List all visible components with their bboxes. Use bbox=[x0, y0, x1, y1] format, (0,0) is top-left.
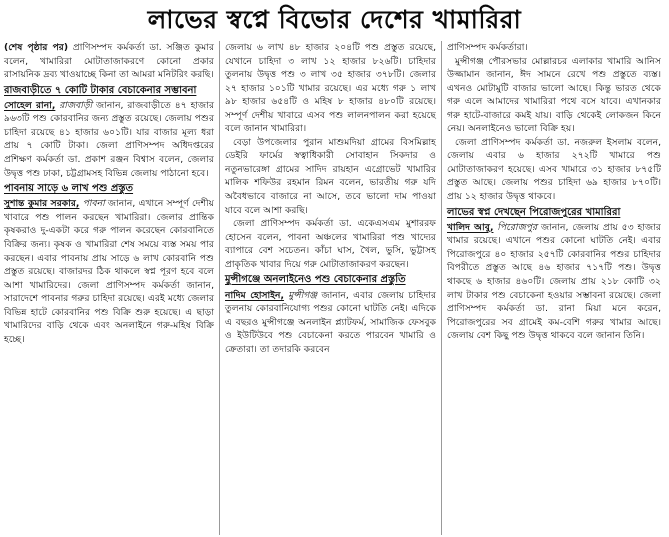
column-divider bbox=[441, 41, 442, 535]
article-column-1 bbox=[4, 41, 214, 346]
munshiganj-farmer-paragraph: মুন্সীগঞ্জ পৌরসভার মোল্লারচর এলাকার খামারি আনিস উজ্জামান জানান, ঈদ সামনে রেখে পশু প্রস্তুতে ব্যস্ত। এখনও মোটামুটি বাজার ভালো আছে। কিন্তু ভারত থেকে গরু এলে আমাদের খামারিরা পথে বসে যাবে। এখানকার গরু হাটে-বাজারে কমই যায়। বাড়ি থেকেই লোকজন কিনে নেয়। অনলাইনেও ভালো বিক্রি হয়। bbox=[447, 55, 661, 135]
pabna-farmers-paragraph: বেড়া উপজেলার পুরান মাশুমদিয়া গ্রামের বিসমিল্লাহ ডেইরি ফার্মের স্বত্বাধিকারী সোবাহান সিকদার ও নতুনভারেঙ্গা গ্রামের সাদিদ রায়হান এগ্রোভেট খামারির মালিক শফিউর রহমান রিমন বলেন, ভারতীয় গরু যদি অবৈধভাবে বাজারে না আসে, তবে ভালো দাম পাওয়া যাবে বলে আশা করছি। bbox=[225, 136, 436, 216]
reporter-name: সোহেল রানা, bbox=[4, 99, 56, 111]
subheading-munshiganj: মুন্সীগঞ্জে অনলাইনেও পশু বেচাকেনার প্রস্তুতি bbox=[225, 274, 406, 286]
article-column-3 bbox=[447, 41, 661, 343]
reporter-name: সুশান্ত কুমার সরকার, bbox=[4, 198, 80, 210]
munshiganj-text: জানান, এবার জেলায় চাহিদার তুলনায় কোরবানিযোগ্য পশুর কোনো ঘাটতি নেই। এদিকে এ বছরও মুন্সীগঞ্জে অনলাইন প্ল্যাটফর্ম, সামাজিক ফেসবুক ও ইউটিউবে পশু বেচাকেনা করতে পারবেন খামারি ও ক্রেতারা। তা তদারকি করবেন bbox=[225, 289, 437, 355]
reporter-name: খালিদ আবু, bbox=[447, 221, 494, 233]
reporter-location: রাজবাড়ী bbox=[55, 99, 93, 111]
pabna-text: জানান, এখানে সম্পূর্ণ দেশীয় খাবারে পশু পালন করছেন খামারিরা। জেলার প্রান্তিক কৃষকরাও দু-একটা করে গরু পালন করেছেন কোরবানিতে বিক্রির জন্য। কৃষক ও খামারিরা শেষ সময়ে ব্যস্ত সময় পার করছেন। এবার পাবনায় প্রায় সাড়ে ৬ লাখ কোরবানি পশু প্রস্তুত রয়েছে। বাজারদর ঠিক থাকলে স্বপ্ন পূরণ হবে বলে আশা খামারিদের। জেলা প্রাণিসম্পদ কর্মকর্তা জানান, সারাদেশে পাবনার গরুর চাহিদা রয়েছে। এরই মধ্যে জেলার বিভিন্ন হাটে কোরবানির পশু বিক্রি শুরু হয়েছে। এ ছাড়া খামারিদের বাড়ি থেকে এবং অনলাইনে গরু-মহিষ বিক্রি হচ্ছে। bbox=[4, 198, 214, 345]
continued-label: (শেষ পৃষ্ঠার পর) bbox=[4, 42, 69, 53]
column-divider bbox=[219, 41, 220, 535]
intro-paragraph bbox=[4, 41, 214, 82]
rajbari-paragraph bbox=[4, 99, 214, 180]
munshiganj-officer-paragraph: জেলা প্রাণিসম্পদ কর্মকর্তা ডা. নজরুল ইসলাম বলেন, জেলায় এবার ৬ হাজার ২৭২টি খামারে পশু মোটাতাজাকরণ হয়েছে। এসব খামারে ৩১ হাজার ৮৭৫টি প্রস্তুত আছে। জেলায় পশুর চাহিদা ৬৯ হাজার ৮৭০টি। প্রায় ১২ হাজার উদ্বৃত্ত থাকবে। bbox=[447, 136, 661, 203]
pirojpur-text: জানান, জেলায় প্রায় ৫৩ হাজার খামার রয়েছে। এখানে পশুর কোনো ঘাটতি নেই। এবার পিরোজপুরে ৪০ হাজার ২৫৭টি কোরবানির পশুর চাহিদার বিপরীতে প্রস্তুত আছে ৪৬ হাজার ৭১৭টি পশু। উদ্বৃত্ত থাকছে ৬ হাজার ৪৬০টি। জেলায় প্রায় ২১৮ কোটি ৩২ লাখ টাকার পশু বেচাকেনা হওয়ার সম্ভাবনা রয়েছে। জেলা প্রাণিসম্পদ কর্মকর্তা ডা. রানা মিয়া মনে করেন, পিরোজপুরের সব গ্রামেই কম-বেশি গরুর খামার আছে। জেলায় বেশ কিছু পশু উদ্বৃত্ত থাকবে বলে জানান তিনি। bbox=[447, 221, 661, 342]
rajbari-text: জানান, রাজবাড়ীতে ৪৭ হাজার ৯৬৩টি পশু কোরবানির জন্য প্রস্তুত রয়েছে। জেলায় পশুর চাহিদা রয়েছে ৪১ হাজার ৬০১টি। যার বাজার মূল্য ধরা প্রায় ৭ কোটি টাকা। জেলা প্রাণিসম্পদ অধিদপ্তরের প্রশিক্ষণ কর্মকর্তা ডা. প্রকাশ রঞ্জন বিশ্বাস বলেন, জেলার উদ্বৃত্ত পশু ঢাকা, চট্টগ্রামসহ বিভিন্ন জেলায় পাঠানো হবে। bbox=[4, 99, 214, 179]
pabna-stats-paragraph: জেলায় ৬ লাখ ৪৮ হাজার ২০৪টি পশু প্রস্তুত রয়েছে, যেখানে চাহিদা ৩ লাখ ১২ হাজার ৮২৬টি। চাহিদার তুলনায় উদ্বৃত্ত পশু ৩ লাখ ৩৫ হাজার ৩৭৮টি। জেলার ২৭ হাজার ১০১টি খামার রয়েছে। এর মধ্যে গরু ১ লাখ ৯৮ হাজার ৬৫৪টি ও মহিষ ৮ হাজার ৪৮০টি রয়েছে। সম্পূর্ণ দেশীয় খাবারে এসব পশু লালনপালন করা হয়েছে বলে জানান খামারিরা। bbox=[225, 42, 436, 135]
subheading-pabna: পাবনায় সাড়ে ৬ লাখ পশু প্রস্তুত bbox=[4, 183, 134, 195]
reporter-location: পাবনা bbox=[79, 198, 105, 210]
munshiganj-paragraph bbox=[225, 289, 436, 357]
headline: লাভের স্বপ্নে বিভোর দেশের খামারিরা bbox=[147, 5, 522, 34]
subheading-pirojpur: লাভের স্বপ্ন দেখছেন পিরোজপুরের খামারিরা bbox=[447, 206, 621, 218]
reporter-name: নাদিম হোসাইন, bbox=[225, 289, 284, 301]
pabna-paragraph bbox=[4, 197, 214, 346]
pabna-officer-paragraph: জেলা প্রাণিসম্পদ কর্মকর্তা ডা. একেএসএম মুশাররফ হোসেন বলেন, পাবনা অঞ্চলের খামারিরা পশু খাদ্যের ব্যাপারে বেশ সচেতন। কাঁচা ঘাস, খৈল, ভুসি, ভুট্টাসহ প্রাকৃতিক খাবার দিয়ে গরু মোটাতাজাকরণ করছেন। bbox=[225, 218, 436, 270]
pirojpur-paragraph bbox=[447, 221, 661, 343]
continued-line: প্রাণিসম্পদ কর্মকর্তারা। bbox=[447, 42, 528, 53]
reporter-location: মুন্সীগঞ্জ bbox=[283, 289, 318, 301]
reporter-location: পিরোজপুর bbox=[493, 221, 538, 233]
subheading-rajbari: রাজবাড়ীতে ৭ কোটি টাকার বেচাকেনার সম্ভাবনা bbox=[4, 84, 197, 96]
article-column-2 bbox=[225, 41, 436, 356]
intro-text: প্রাণিসম্পদ কর্মকর্তা ডা. সঞ্জিত কুমার বলেন, খামারিরা মোটাতাজাকরণে কোনো প্রকার রাসায়নিক দ্রব্য খাওয়াচ্ছে কিনা তা আমরা মনিটরিং করছি। bbox=[4, 42, 214, 81]
